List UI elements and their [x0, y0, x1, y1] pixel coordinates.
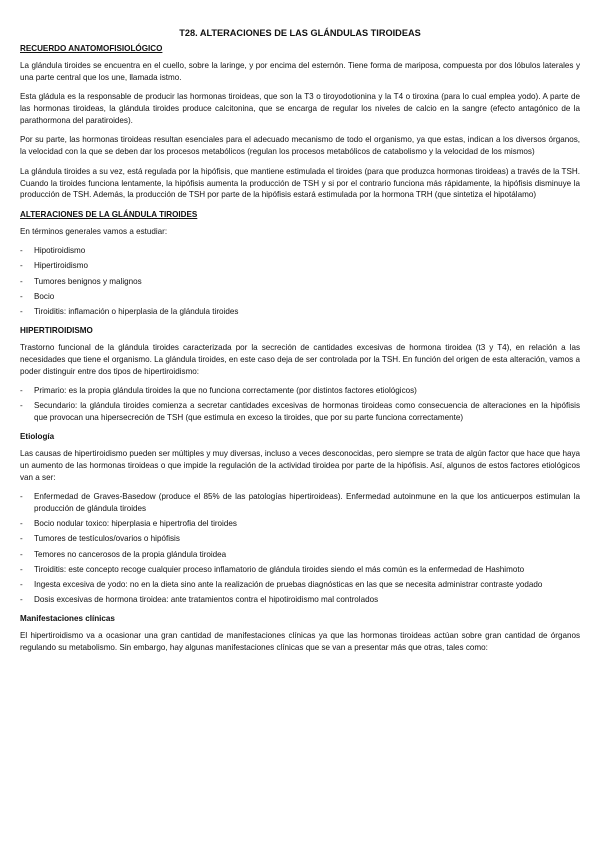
list-item: - Tumores de testículos/ovarios o hipófisis	[20, 533, 580, 545]
list-item: - Secundario: la glándula tiroides comienza a secretar cantidades excesivas de hormonas tiroideas como consecuencia de alteraciones en la hipófisis que provocan una hipersecreción de TSH (que estimula en exceso la tiroides, que por su parte funciona correctamente)	[20, 400, 580, 424]
list-item: - Temores no cancerosos de la propia glándula tiroidea	[20, 549, 580, 561]
paragraph: En términos generales vamos a estudiar:	[20, 226, 168, 236]
list	[20, 491, 580, 606]
paragraph: Las causas de hipertiroidismo pueden ser múltiples y muy diversas, incluso a veces desconocidas, pero siempre se trata de algún factor que hace que haya un aumento de las hormonas tiroideas o que impide la regulación de la actividad tiroidea por parte de la hipófisis. Así, algunos de estos factores etiológicos van a ser:	[20, 448, 580, 482]
section-recuerdo	[20, 43, 580, 201]
list-item: - Hipertiroidismo	[20, 260, 580, 272]
list	[20, 385, 580, 424]
list-item: - Primario: es la propia glándula tiroides la que no funciona correctamente (por distintos factores etiológicos)	[20, 385, 580, 397]
paragraph: Trastorno funcional de la glándula tiroides caracterizada por la secreción de cantidades excesivas de hormona tiroidea (t3 y T4), en relación a las necesidades que tiene el organismo. La glándula tiroides, en este caso deja de ser controlada por la TSH. En función del origen de esta alteración, vamos a poder distinguir entre dos tipos de hipertiroidismo:	[20, 342, 580, 376]
list-item: - Tumores benignos y malignos	[20, 276, 580, 288]
section-heading: HIPERTIROIDISMO	[20, 325, 93, 335]
list-item: - Bocio nodular toxico: hiperplasia e hipertrofia del tiroides	[20, 518, 580, 530]
paragraph: Esta gládula es la responsable de producir las hormonas tiroideas, que son la T3 o tiroyodotionina y la T4 o tiroxina (para lo cual emplea yodo). A parte de las hormonas tiroideas, la glándula tiroides produce calcitonina, que se encarga de regular los niveles de calcio en la sangre (efecto antagónico de la parathormona del paratiroides).	[20, 92, 580, 125]
section-heading: Etiología	[20, 432, 55, 442]
list-item: - Bocio	[20, 291, 580, 303]
list-item: - Ingesta excesiva de yodo: no en la dieta sino ante la realización de pruebas diagnósticas en las que se necesita administrar contraste yodado	[20, 579, 580, 591]
list-item: - Hipotiroidismo	[20, 245, 580, 257]
list-item: - Tiroiditis: inflamación o hiperplasia de la glándula tiroides	[20, 306, 580, 318]
list-item: - Enfermedad de Graves-Basedow (produce el 85% de las patologías hipertiroideas). Enfermedad autoinmune en la que los anticuerpos estimulan la producción de glándula tiroides	[20, 491, 580, 515]
list-item: - Tiroiditis: este concepto recoge cualquier proceso inflamatorio de glándula tiroides siendo el más común es la enfermedad de Hashimoto	[20, 564, 580, 576]
section-heading: RECUERDO ANATOMOFISIOLÓGICO	[20, 43, 163, 53]
section-hipertiroidismo	[20, 325, 580, 424]
section-heading: ALTERACIONES DE LA GLÁNDULA TIROIDES	[20, 209, 198, 219]
document-page	[20, 28, 580, 661]
list	[20, 245, 580, 318]
section-etiologia	[20, 431, 580, 606]
paragraph: Por su parte, las hormonas tiroideas resultan esenciales para el adecuado mecanismo de todo el organismo, ya que estas, indican a los diversos órganos, la velocidad con la que se deben dar los procesos metabólicos (regulan los procesos metabólicos de catabolismo y la velocidad de los mismos)	[20, 135, 580, 157]
paragraph: La glándula tiroides a su vez, está regulada por la hipófisis, que mantiene estimulada el tiroides (para que produzca hormonas tiroideas) a través de la TSH. Cuando la tiroides funciona lentamente, la hipófisis aumenta la producción de TSH y si por el contrario funciona más rápidamente, la hipófisis disminuye la producción de TSH. Además, la producción de TSH por parte de la hipófisis estará estimulada por la hormona TRH (que sintetiza el hipotálamo)	[20, 166, 580, 200]
section-alteraciones	[20, 209, 580, 318]
document-title: T28. ALTERACIONES DE LAS GLÁNDULAS TIROIDEAS	[179, 28, 421, 38]
paragraph: El hipertiroidismo va a ocasionar una gran cantidad de manifestaciones clínicas ya que las hormonas tiroideas actúan sobre gran cantidad de órganos regulando su metabolismo. Sin embargo, hay algunas manifestaciones clínicas que se van a presentar más que otras, tales como:	[20, 631, 580, 653]
section-manifestaciones	[20, 613, 580, 654]
section-heading: Manifestaciones clínicas	[20, 614, 115, 624]
list-item: - Dosis excesivas de hormona tiroidea: ante tratamientos contra el hipotiroidismo mal controlados	[20, 594, 580, 606]
paragraph: La glándula tiroides se encuentra en el cuello, sobre la laringe, y por encima del esternón. Tiene forma de mariposa, compuesta por dos lóbulos laterales y una parte central que los une, llamada istmo.	[20, 60, 580, 82]
